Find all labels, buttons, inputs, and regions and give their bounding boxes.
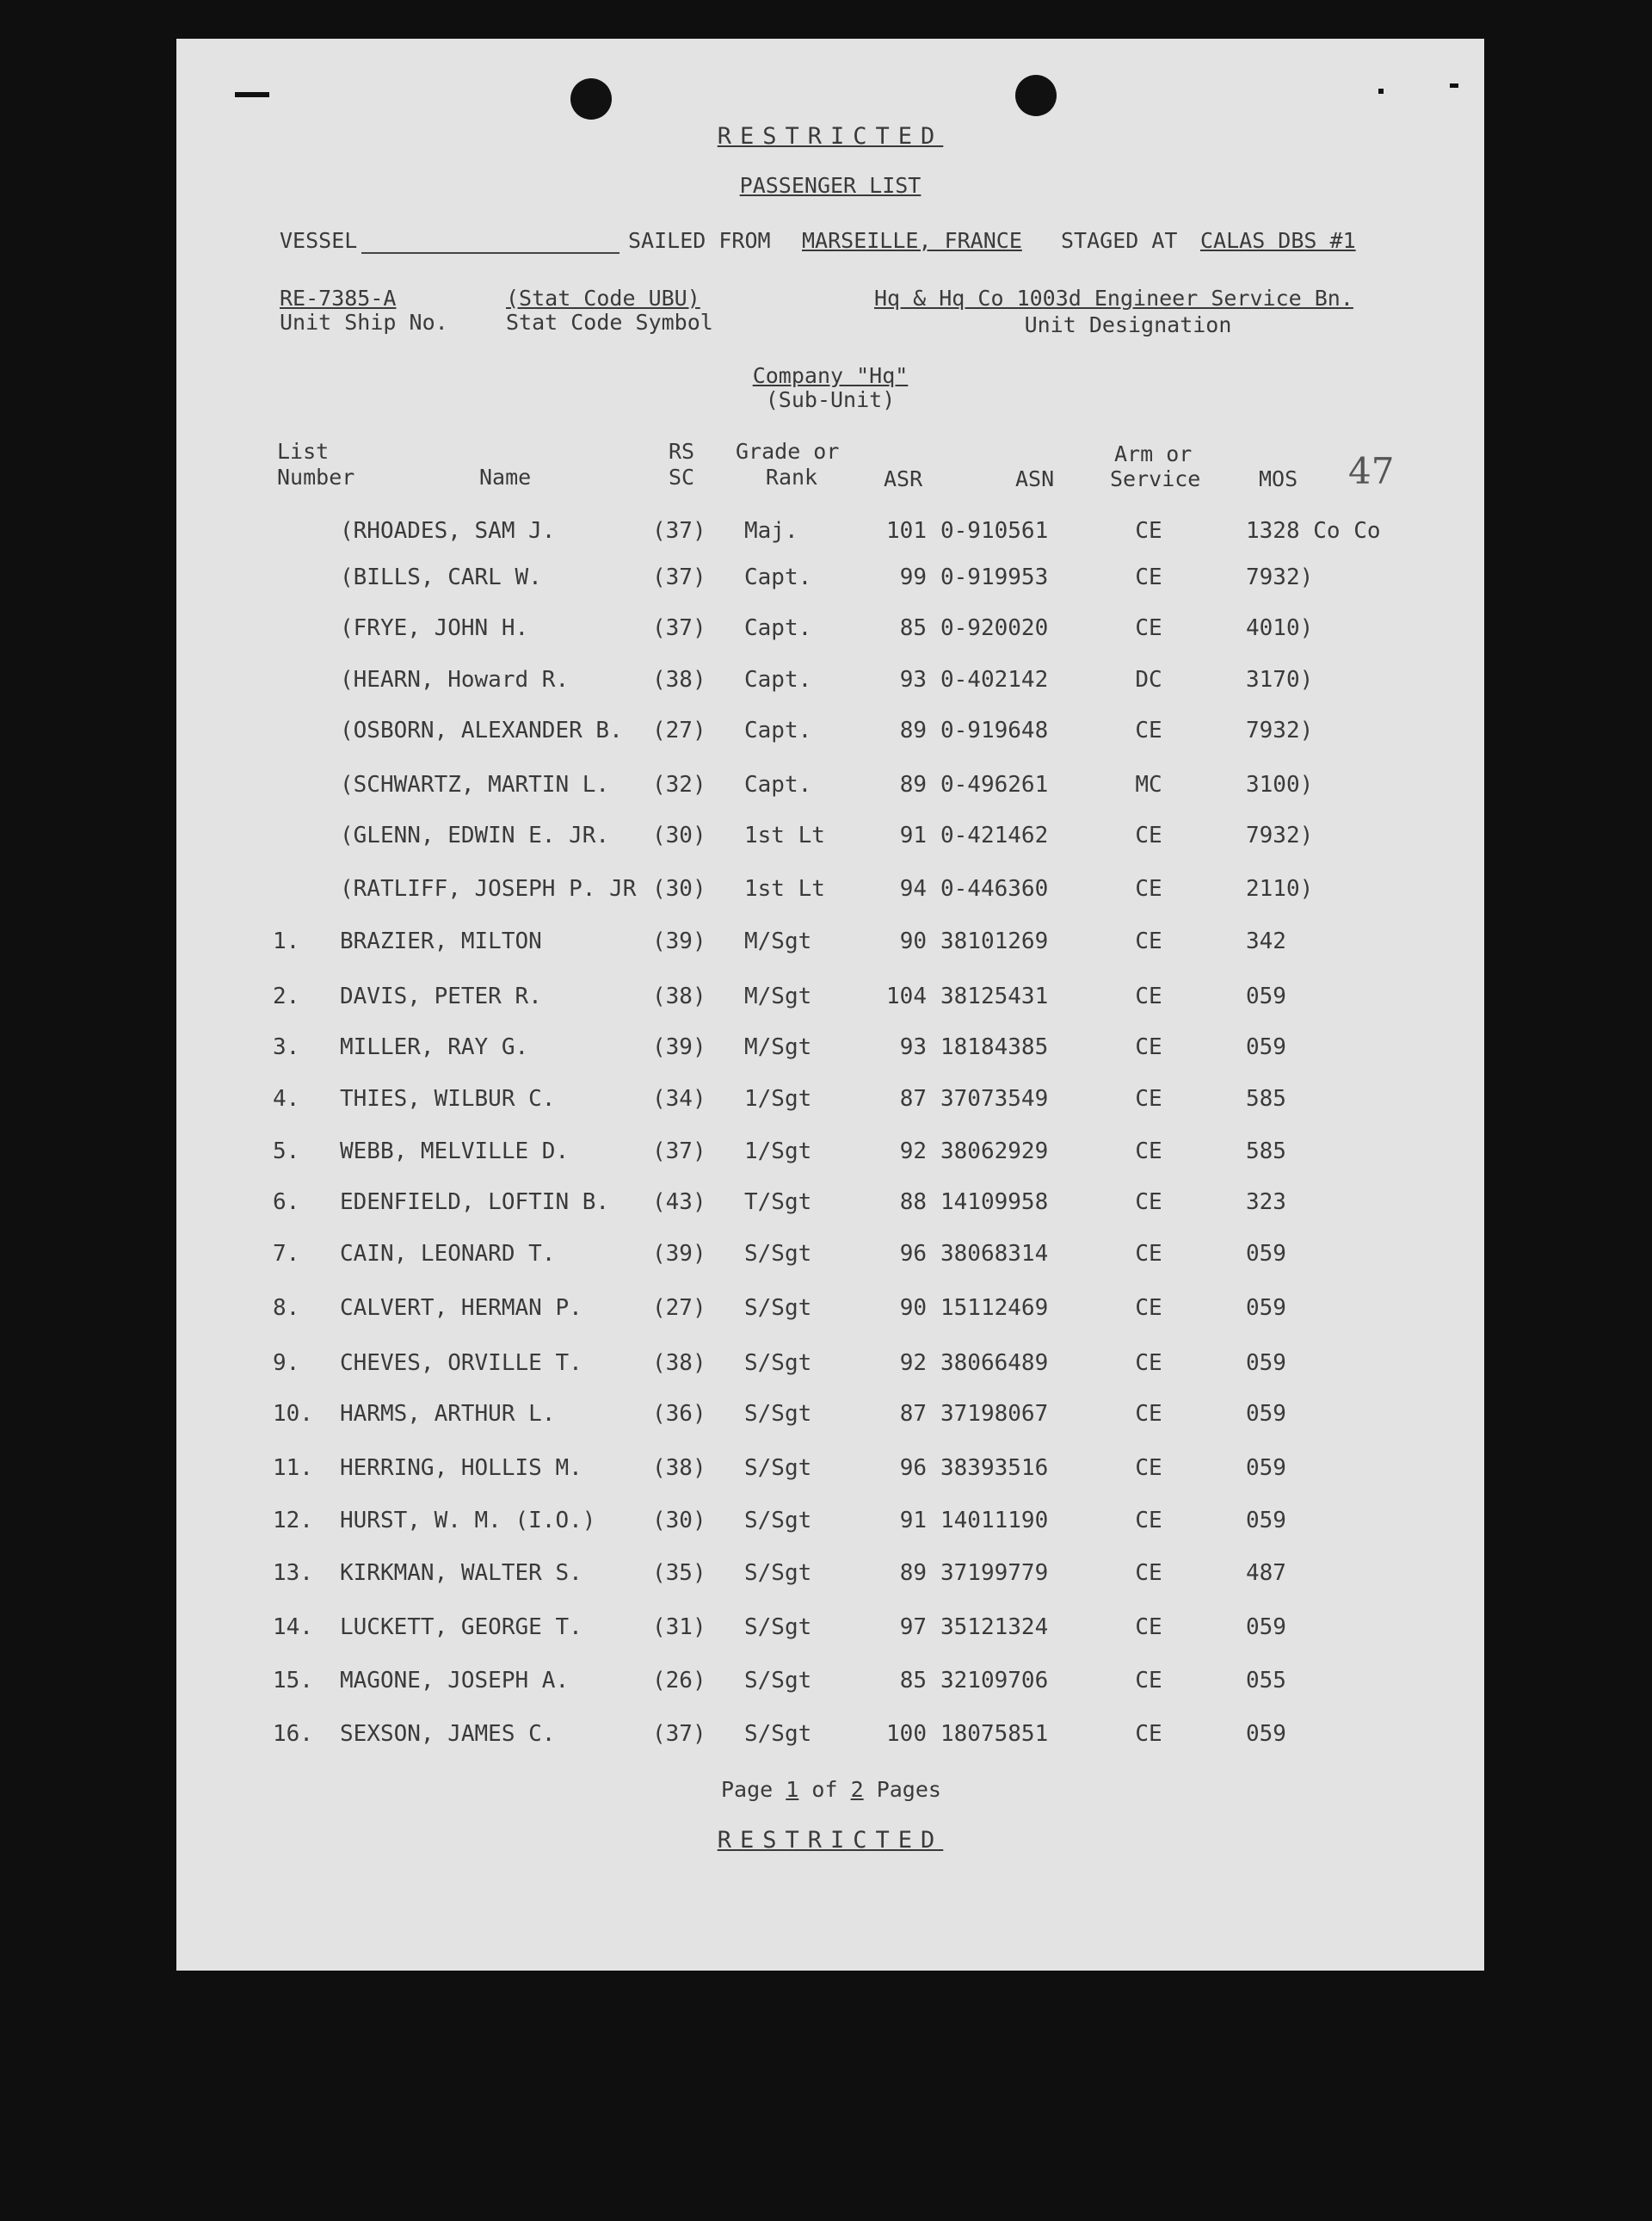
table-row: [176, 984, 1484, 1018]
cell-mos: 487: [1246, 1560, 1286, 1586]
cell-asr: 90: [899, 929, 927, 954]
table-row: [176, 876, 1484, 910]
cell-asn: 0-919648: [940, 718, 1049, 743]
cell-asn: 0-446360: [940, 876, 1049, 902]
table-row: [176, 518, 1484, 552]
cell-rssc: (38): [652, 1350, 706, 1376]
sailed-from-value: MARSEILLE, FRANCE: [802, 228, 1022, 253]
cell-asr: 91: [899, 823, 927, 848]
cell-arm: CE: [1135, 1614, 1162, 1640]
table-row: [176, 1455, 1484, 1490]
table-row: [176, 1086, 1484, 1120]
cell-name: EDENFIELD, LOFTIN B.: [340, 1189, 610, 1215]
cell-asr: 89: [899, 1560, 927, 1586]
cell-asr: 97: [899, 1614, 927, 1640]
cell-mos: 7932): [1246, 718, 1314, 743]
cell-name: CAIN, LEONARD T.: [340, 1241, 556, 1267]
cell-grade: S/Sgt: [744, 1241, 812, 1267]
cell-mos: 7932): [1246, 823, 1314, 848]
cell-arm: CE: [1135, 1034, 1162, 1060]
cell-mos: 059: [1246, 1034, 1286, 1060]
table-row: [176, 1560, 1484, 1595]
cell-asn: 18184385: [940, 1034, 1049, 1060]
cell-arm: CE: [1135, 1295, 1162, 1321]
staged-at-label: STAGED AT: [1061, 228, 1178, 253]
cell-name: (RATLIFF, JOSEPH P. JR: [340, 876, 637, 902]
cell-name: MAGONE, JOSEPH A.: [340, 1668, 570, 1694]
cell-num: 9.: [273, 1350, 300, 1376]
cell-name: KIRKMAN, WALTER S.: [340, 1560, 583, 1586]
cell-mos: 059: [1246, 1721, 1286, 1747]
table-row: [176, 1401, 1484, 1435]
cell-rssc: (37): [652, 518, 706, 544]
page-prefix: Page: [721, 1777, 774, 1802]
cell-grade: Maj.: [744, 518, 798, 544]
cell-asr: 87: [899, 1086, 927, 1112]
cell-asn: 37073549: [940, 1086, 1049, 1112]
cell-asr: 96: [899, 1455, 927, 1481]
cell-rssc: (35): [652, 1560, 706, 1586]
cell-arm: CE: [1135, 615, 1162, 641]
cell-arm: CE: [1135, 518, 1162, 544]
cell-grade: S/Sgt: [744, 1668, 812, 1694]
cell-asr: 92: [899, 1350, 927, 1376]
cell-arm: CE: [1135, 984, 1162, 1009]
cell-grade: M/Sgt: [744, 1034, 812, 1060]
table-row: [176, 1138, 1484, 1173]
cell-asn: 14011190: [940, 1508, 1049, 1533]
cell-rssc: (26): [652, 1668, 706, 1694]
cell-asn: 32109706: [940, 1668, 1049, 1694]
cell-rssc: (38): [652, 984, 706, 1009]
cell-asn: 14109958: [940, 1189, 1049, 1215]
cell-mos: 059: [1246, 984, 1286, 1009]
cell-rssc: (27): [652, 718, 706, 743]
cell-name: (RHOADES, SAM J.: [340, 518, 556, 544]
cell-name: (OSBORN, ALEXANDER B.: [340, 718, 623, 743]
staged-at-value: CALAS DBS #1: [1200, 228, 1356, 253]
page-indicator: [721, 1777, 941, 1802]
sailed-from-label: SAILED FROM: [628, 228, 771, 253]
cell-asn: 0-421462: [940, 823, 1049, 848]
cell-asn: 18075851: [940, 1721, 1049, 1747]
cell-name: DAVIS, PETER R.: [340, 984, 542, 1009]
cell-grade: Capt.: [744, 615, 812, 641]
cell-name: LUCKETT, GEORGE T.: [340, 1614, 583, 1640]
col-list-number-1: List: [277, 439, 330, 464]
cell-rssc: (37): [652, 565, 706, 590]
cell-mos: 585: [1246, 1138, 1286, 1164]
cell-num: 13.: [273, 1560, 313, 1586]
cell-name: MILLER, RAY G.: [340, 1034, 529, 1060]
unit-ship-no-value: RE-7385-A: [280, 286, 397, 311]
cell-asr: 91: [899, 1508, 927, 1533]
cell-num: 7.: [273, 1241, 300, 1267]
cell-asr: 90: [899, 1295, 927, 1321]
cell-grade: S/Sgt: [744, 1614, 812, 1640]
col-asn: ASN: [1015, 466, 1055, 491]
table-row: [176, 718, 1484, 752]
cell-asn: 0-919953: [940, 565, 1049, 590]
cell-rssc: (43): [652, 1189, 706, 1215]
cell-asn: 38125431: [940, 984, 1049, 1009]
company-value: Company "Hq": [752, 363, 909, 388]
cell-mos: 059: [1246, 1241, 1286, 1267]
table-row: [176, 565, 1484, 599]
cell-num: 12.: [273, 1508, 313, 1533]
cell-asn: 37198067: [940, 1401, 1049, 1427]
cell-num: 15.: [273, 1668, 313, 1694]
cell-grade: S/Sgt: [744, 1350, 812, 1376]
punch-hole-left: [570, 78, 612, 120]
col-grade-1: Grade or: [736, 439, 840, 464]
cell-num: 3.: [273, 1034, 300, 1060]
cell-arm: CE: [1135, 718, 1162, 743]
cell-name: HARMS, ARTHUR L.: [340, 1401, 556, 1427]
cell-rssc: (37): [652, 1721, 706, 1747]
company-label: (Sub-Unit): [765, 387, 896, 412]
cell-grade: 1st Lt: [744, 823, 825, 848]
cell-asr: 104: [886, 984, 927, 1009]
col-arm-2: Service: [1110, 466, 1201, 491]
page-number: 47: [1348, 450, 1395, 492]
unit-ship-no-label: Unit Ship No.: [280, 310, 448, 335]
cell-num: 11.: [273, 1455, 313, 1481]
cell-mos: 3100): [1246, 772, 1314, 798]
cell-name: SEXSON, JAMES C.: [340, 1721, 556, 1747]
vessel-blank-line: [361, 252, 620, 254]
cell-mos: 585: [1246, 1086, 1286, 1112]
cell-rssc: (39): [652, 1241, 706, 1267]
page-of: of: [811, 1777, 838, 1802]
cell-name: CHEVES, ORVILLE T.: [340, 1350, 583, 1376]
cell-arm: CE: [1135, 1721, 1162, 1747]
cell-name: BRAZIER, MILTON: [340, 929, 542, 954]
cell-name: (SCHWARTZ, MARTIN L.: [340, 772, 610, 798]
table-row: [176, 1508, 1484, 1542]
cell-num: 8.: [273, 1295, 300, 1321]
table-row: [176, 1034, 1484, 1069]
cell-mos: 059: [1246, 1508, 1286, 1533]
cell-asr: 100: [886, 1721, 927, 1747]
page-suffix: Pages: [876, 1777, 941, 1802]
cell-mos: 059: [1246, 1401, 1286, 1427]
table-row: [176, 1614, 1484, 1649]
cell-asr: 93: [899, 667, 927, 693]
cell-asr: 94: [899, 876, 927, 902]
col-mos: MOS: [1259, 466, 1298, 491]
cell-rssc: (38): [652, 1455, 706, 1481]
cell-asn: 0-402142: [940, 667, 1049, 693]
stat-code-value: (Stat Code UBU): [506, 286, 700, 311]
cell-asn: 0-920020: [940, 615, 1049, 641]
cell-asn: 0-910561: [940, 518, 1049, 544]
cell-name: CALVERT, HERMAN P.: [340, 1295, 583, 1321]
cell-mos: 1328 Co Co: [1246, 518, 1381, 544]
cell-rssc: (39): [652, 929, 706, 954]
cell-mos: 2110): [1246, 876, 1314, 902]
cell-grade: S/Sgt: [744, 1560, 812, 1586]
cell-grade: Capt.: [744, 667, 812, 693]
table-row: [176, 1350, 1484, 1385]
cell-arm: CE: [1135, 1350, 1162, 1376]
table-row: [176, 1295, 1484, 1330]
page-total: 2: [850, 1777, 864, 1802]
cell-arm: CE: [1135, 1189, 1162, 1215]
cell-asn: 38101269: [940, 929, 1049, 954]
col-rssc-2: SC: [669, 465, 695, 490]
table-row: [176, 772, 1484, 806]
cell-asr: 89: [899, 772, 927, 798]
cell-grade: 1/Sgt: [744, 1086, 812, 1112]
table-row: [176, 1189, 1484, 1224]
cell-asr: 89: [899, 718, 927, 743]
cell-mos: 7932): [1246, 565, 1314, 590]
cell-arm: CE: [1135, 1138, 1162, 1164]
cell-mos: 3170): [1246, 667, 1314, 693]
punch-hole-right: [1015, 75, 1057, 116]
cell-arm: CE: [1135, 1401, 1162, 1427]
cell-grade: S/Sgt: [744, 1508, 812, 1533]
cell-asr: 92: [899, 1138, 927, 1164]
cell-asn: 37199779: [940, 1560, 1049, 1586]
cell-rssc: (37): [652, 1138, 706, 1164]
unit-designation-label: Unit Designation: [1024, 312, 1232, 337]
cell-grade: Capt.: [744, 718, 812, 743]
cell-arm: CE: [1135, 1508, 1162, 1533]
cell-asn: 38068314: [940, 1241, 1049, 1267]
cell-asr: 96: [899, 1241, 927, 1267]
cell-arm: CE: [1135, 823, 1162, 848]
cell-arm: CE: [1135, 1241, 1162, 1267]
cell-rssc: (27): [652, 1295, 706, 1321]
cell-name: (FRYE, JOHN H.: [340, 615, 529, 641]
cell-grade: Capt.: [744, 565, 812, 590]
cell-name: WEBB, MELVILLE D.: [340, 1138, 570, 1164]
cell-rssc: (34): [652, 1086, 706, 1112]
col-arm-1: Arm or: [1114, 441, 1193, 466]
cell-num: 4.: [273, 1086, 300, 1112]
cell-num: 14.: [273, 1614, 313, 1640]
cell-asr: 85: [899, 1668, 927, 1694]
document-title: PASSENGER LIST: [739, 173, 922, 198]
table-row: [176, 1721, 1484, 1755]
cell-grade: M/Sgt: [744, 984, 812, 1009]
cell-mos: 342: [1246, 929, 1286, 954]
cell-grade: S/Sgt: [744, 1401, 812, 1427]
cell-rssc: (37): [652, 615, 706, 641]
cell-asn: 38062929: [940, 1138, 1049, 1164]
cell-mos: 059: [1246, 1295, 1286, 1321]
cell-num: 2.: [273, 984, 300, 1009]
cell-mos: 055: [1246, 1668, 1286, 1694]
ink-speck: [1450, 83, 1458, 88]
table-row: [176, 929, 1484, 963]
cell-asr: 101: [886, 518, 927, 544]
document-page: [176, 39, 1484, 1971]
cell-asr: 93: [899, 1034, 927, 1060]
cell-num: 1.: [273, 929, 300, 954]
cell-num: 16.: [273, 1721, 313, 1747]
cell-rssc: (30): [652, 876, 706, 902]
cell-asn: 38393516: [940, 1455, 1049, 1481]
page-current: 1: [786, 1777, 799, 1802]
ink-speck: [1378, 89, 1384, 94]
cell-rssc: (36): [652, 1401, 706, 1427]
cell-arm: CE: [1135, 1086, 1162, 1112]
cell-name: (BILLS, CARL W.: [340, 565, 542, 590]
ink-speck: [235, 92, 269, 97]
cell-name: (HEARN, Howard R.: [340, 667, 570, 693]
table-row: [176, 667, 1484, 701]
cell-num: 6.: [273, 1189, 300, 1215]
table-row: [176, 1241, 1484, 1275]
cell-rssc: (30): [652, 1508, 706, 1533]
cell-asr: 87: [899, 1401, 927, 1427]
cell-arm: CE: [1135, 929, 1162, 954]
cell-grade: S/Sgt: [744, 1721, 812, 1747]
cell-mos: 059: [1246, 1614, 1286, 1640]
cell-grade: S/Sgt: [744, 1455, 812, 1481]
col-asr: ASR: [884, 466, 923, 491]
cell-mos: 323: [1246, 1189, 1286, 1215]
stat-code-label: Stat Code Symbol: [506, 310, 713, 335]
cell-rssc: (31): [652, 1614, 706, 1640]
cell-asn: 38066489: [940, 1350, 1049, 1376]
cell-mos: 059: [1246, 1350, 1286, 1376]
cell-arm: CE: [1135, 1455, 1162, 1481]
cell-name: THIES, WILBUR C.: [340, 1086, 556, 1112]
cell-arm: MC: [1135, 772, 1162, 798]
cell-grade: 1st Lt: [744, 876, 825, 902]
table-row: [176, 1668, 1484, 1702]
cell-num: 5.: [273, 1138, 300, 1164]
cell-asn: 15112469: [940, 1295, 1049, 1321]
cell-arm: CE: [1135, 876, 1162, 902]
col-list-number-2: Number: [277, 465, 355, 490]
col-name: Name: [479, 465, 532, 490]
cell-name: HERRING, HOLLIS M.: [340, 1455, 583, 1481]
cell-num: 10.: [273, 1401, 313, 1427]
cell-rssc: (38): [652, 667, 706, 693]
cell-grade: 1/Sgt: [744, 1138, 812, 1164]
restricted-footer: RESTRICTED: [717, 1827, 944, 1854]
cell-mos: 4010): [1246, 615, 1314, 641]
cell-grade: Capt.: [744, 772, 812, 798]
table-row: [176, 615, 1484, 650]
cell-asr: 85: [899, 615, 927, 641]
cell-mos: 059: [1246, 1455, 1286, 1481]
unit-designation-value: Hq & Hq Co 1003d Engineer Service Bn.: [874, 286, 1353, 311]
cell-name: (GLENN, EDWIN E. JR.: [340, 823, 610, 848]
cell-grade: S/Sgt: [744, 1295, 812, 1321]
cell-arm: DC: [1135, 667, 1162, 693]
cell-rssc: (30): [652, 823, 706, 848]
table-row: [176, 823, 1484, 857]
cell-name: HURST, W. M. (I.O.): [340, 1508, 596, 1533]
col-grade-2: Rank: [765, 465, 818, 490]
cell-asn: 0-496261: [940, 772, 1049, 798]
restricted-header: RESTRICTED: [717, 123, 944, 150]
cell-asr: 88: [899, 1189, 927, 1215]
vessel-label: VESSEL: [280, 228, 358, 253]
cell-arm: CE: [1135, 1560, 1162, 1586]
col-rssc-1: RS: [669, 439, 695, 464]
cell-grade: T/Sgt: [744, 1189, 812, 1215]
cell-asn: 35121324: [940, 1614, 1049, 1640]
cell-grade: M/Sgt: [744, 929, 812, 954]
cell-arm: CE: [1135, 565, 1162, 590]
cell-rssc: (39): [652, 1034, 706, 1060]
cell-asr: 99: [899, 565, 927, 590]
cell-rssc: (32): [652, 772, 706, 798]
cell-arm: CE: [1135, 1668, 1162, 1694]
